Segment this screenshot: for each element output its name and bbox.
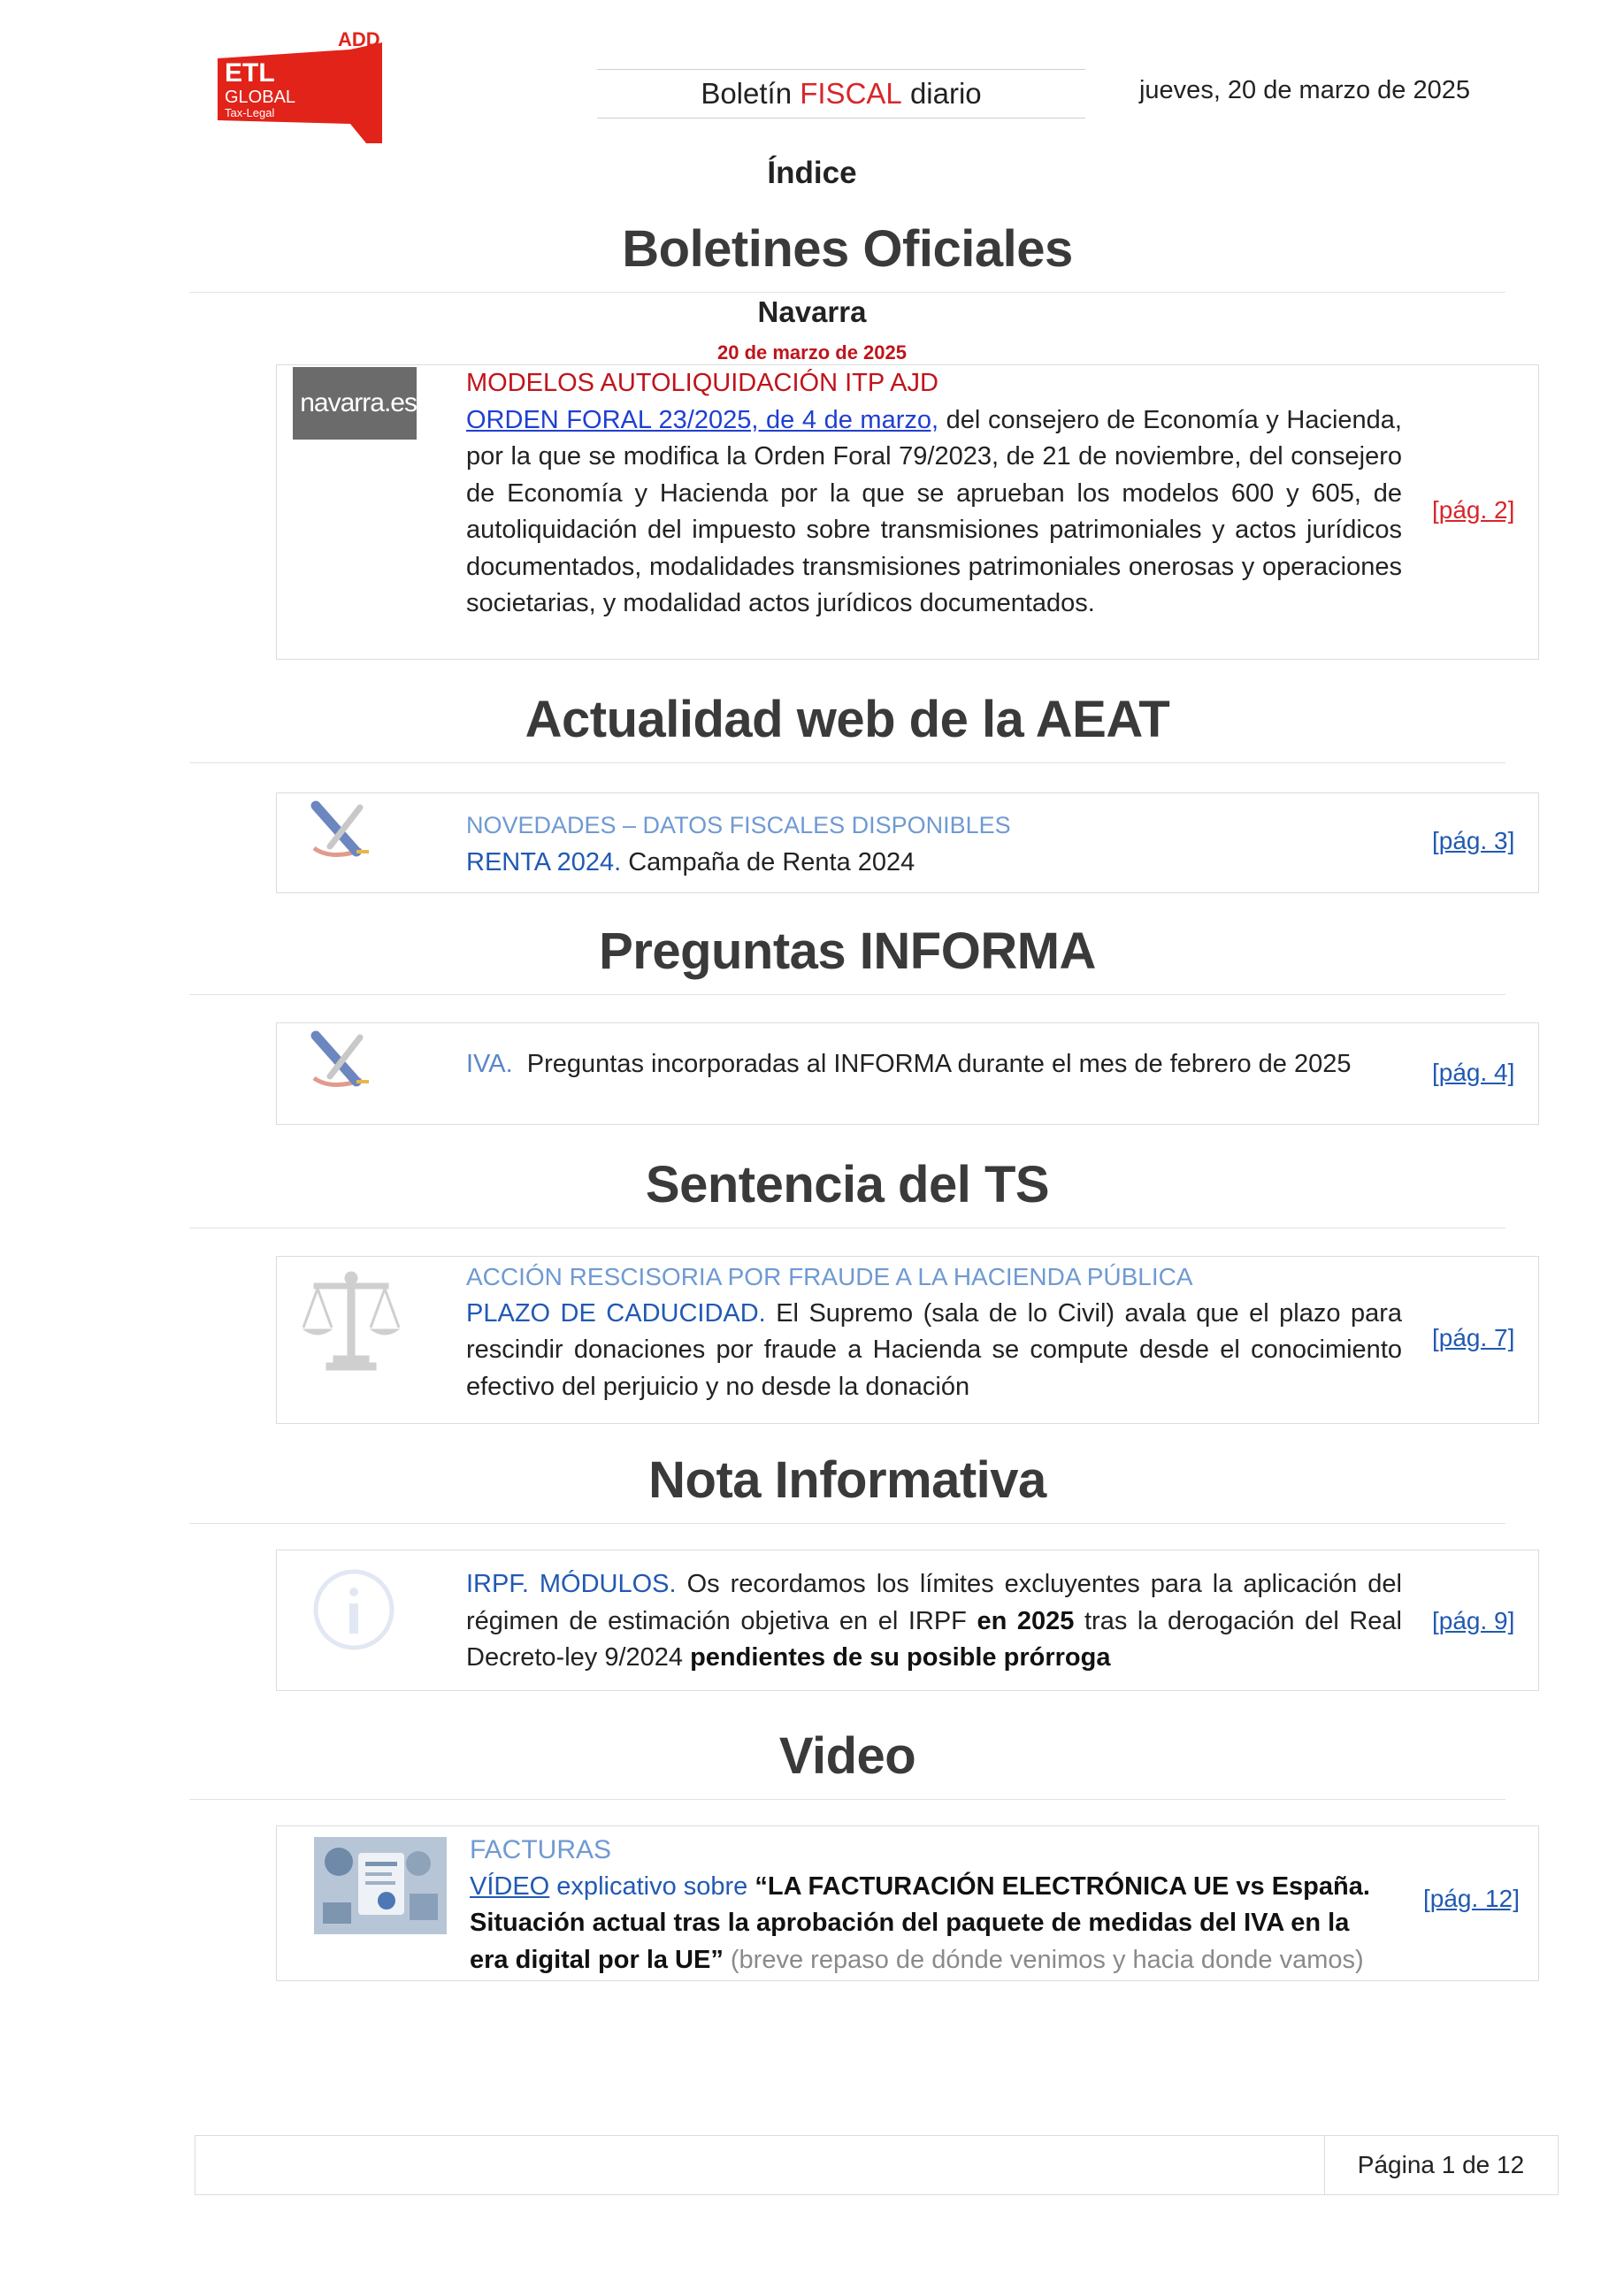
sentencia-body: El Supremo (sala de lo Civil) avala que el plazo para rescindir donaciones por fraude a Hacienda se compute desde el conocimiento efectivo del perjuicio y no desde la donación (466, 1298, 1402, 1401)
section-title-video: Video (778, 1727, 916, 1785)
logo-add-text: ADD (338, 32, 380, 50)
page-ref-link[interactable]: [pág. 9] (1432, 1607, 1515, 1634)
boletin-body-text: del consejero de Economía y Hacienda, por la que se modifica la Orden Foral 79/2023, de 21 de noviembre, del consejero de Economía y Hacienda por la que se aprueban los modelos 600 y 605, de autoliquidación del impuesto sobre transmisiones patrimoniales y actos jurídicos documentados, modalidades transmisiones patrimoniales onerosas y operaciones societarias, y modalidad actos jurídicos documentados. (466, 405, 1402, 617)
nota-bold-2: pendientes de su posible prórroga (690, 1643, 1111, 1672)
section-divider (189, 292, 1505, 293)
sentencia-content (466, 1259, 1402, 1405)
navarra-logo-text: navarra.es (300, 388, 417, 417)
informa-content (466, 1046, 1402, 1083)
scales-icon (298, 1267, 404, 1382)
section-title-informa: Preguntas INFORMA (599, 922, 1096, 980)
sentencia-card (276, 1256, 1539, 1424)
logo-global-text: GLOBAL (225, 88, 296, 107)
sentencia-highlight: PLAZO DE CADUCIDAD. (466, 1298, 766, 1328)
section-divider (189, 1523, 1505, 1524)
video-highlight: explicativo sobre (549, 1871, 755, 1901)
page-ref-link[interactable]: [pág. 4] (1432, 1059, 1515, 1086)
nota-bold-1: en 2025 (977, 1606, 1075, 1635)
nota-body-2: tras la derogación del Real Decreto-ley 9/2024 (466, 1606, 1403, 1672)
video-card (276, 1825, 1539, 1981)
aeat-category: NOVEDADES – DATOS FISCALES DISPONIBLES (466, 812, 1011, 838)
informa-highlight: IVA. (466, 1050, 513, 1078)
page-number: Página 1 de 12 (1357, 2151, 1525, 2178)
bulletin-date: jueves, 20 de marzo de 2025 (1138, 76, 1471, 104)
page-ref-link[interactable]: [pág. 12] (1423, 1885, 1520, 1912)
section-title-sentencia: Sentencia del TS (645, 1156, 1050, 1213)
section-title-boletines: Boletines Oficiales (622, 220, 1073, 278)
region-title: Navarra (757, 295, 867, 328)
aeat-highlight: RENTA 2024. (466, 847, 622, 876)
informa-card (276, 1022, 1539, 1125)
bulletin-suffix: diario (901, 77, 982, 110)
page-ref-link[interactable]: [pág. 3] (1432, 827, 1515, 854)
page-footer (195, 2135, 1559, 2195)
section-divider (189, 1799, 1505, 1800)
informa-body: Preguntas incorporadas al INFORMA durante el mes de febrero de 2025 (512, 1050, 1352, 1078)
region-date: 20 de marzo de 2025 (716, 341, 907, 364)
aeat-body: Campaña de Renta 2024 (621, 847, 915, 876)
nota-card (276, 1550, 1539, 1691)
logo-etl-text: ETL (225, 58, 275, 88)
boletin-content (466, 365, 1402, 623)
video-bold-text: “LA FACTURACIÓN ELECTRÓNICA UE vs España. Situación actual tras la aprobación del paquete de medidas del IVA en la era digital por la UE” (470, 1871, 1370, 1974)
logo-sub-text: Tax-Legal (225, 106, 275, 119)
nota-highlight: IRPF. MÓDULOS. (466, 1570, 677, 1598)
page-ref-link[interactable]: [pág. 7] (1432, 1324, 1515, 1351)
boletin-category: MODELOS AUTOLIQUIDACIÓN ITP AJD (466, 369, 938, 397)
aeat-content (466, 807, 1402, 881)
video-thumbnail-icon[interactable] (314, 1837, 447, 1934)
video-link[interactable]: VÍDEO (470, 1871, 550, 1901)
section-title-nota: Nota Informativa (648, 1451, 1046, 1509)
navarra-logo-icon (293, 367, 417, 440)
nota-content (466, 1566, 1402, 1677)
video-grey-text: (breve repaso de dónde venimos y hacia donde vamos) (723, 1945, 1364, 1974)
info-icon (312, 1568, 395, 1651)
aeat-logo-icon (305, 797, 379, 862)
section-divider (189, 762, 1505, 763)
video-content (470, 1832, 1372, 1978)
etl-global-logo (218, 32, 382, 143)
orden-foral-link[interactable]: ORDEN FORAL 23/2025, de 4 de marzo, (466, 405, 939, 434)
section-divider (189, 994, 1505, 995)
video-category: FACTURAS (470, 1835, 612, 1864)
bulletin-highlight: FISCAL (800, 77, 902, 110)
aeat-card (276, 792, 1539, 893)
boletin-card (276, 364, 1539, 660)
index-title: Índice (767, 156, 857, 190)
aeat-logo-icon (305, 1027, 379, 1092)
page-ref-link[interactable]: [pág. 2] (1432, 496, 1515, 524)
nota-body-1: Os recordamos los límites excluyentes para la aplicación del régimen de estimación objetiva en el IRPF (466, 1570, 1402, 1635)
boletin-body (466, 402, 1402, 623)
section-title-aeat: Actualidad web de la AEAT (525, 691, 1170, 748)
sentencia-category: ACCIÓN RESCISORIA POR FRAUDE A LA HACIENDA PÚBLICA (466, 1263, 1193, 1290)
bulletin-prefix: Boletín (701, 77, 801, 110)
bulletin-title (597, 69, 1085, 119)
